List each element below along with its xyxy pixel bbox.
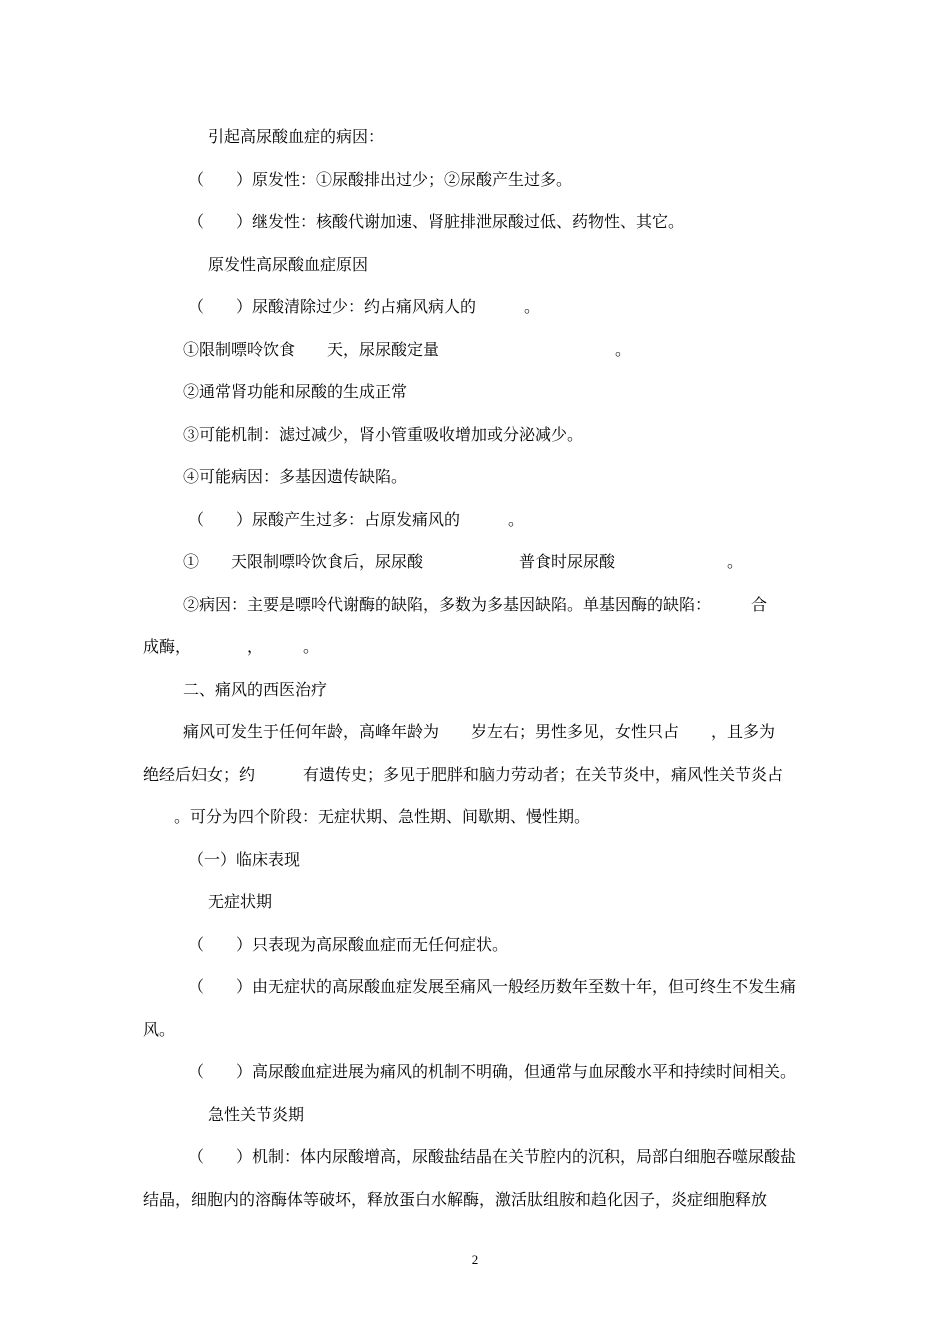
text-line: ②病因：主要是嘌呤代谢酶的缺陷，多数为多基因缺陷。单基因酶的缺陷： 合: [183, 595, 768, 614]
text-line: （ ）继发性：核酸代谢加速、肾脏排泄尿酸过低、药物性、其它。: [188, 212, 685, 231]
text-line: ④可能病因：多基因遗传缺陷。: [183, 467, 408, 486]
text-line: （ ）尿酸清除过少：约占痛风病人的 。: [188, 297, 541, 316]
text-line: 绝经后妇女；约 有遗传史；多见于肥胖和脑力劳动者；在关节炎中，痛风性关节炎占: [143, 765, 784, 784]
text-line: ① 天限制嘌呤饮食后，尿尿酸 普食时尿尿酸 。: [183, 552, 744, 571]
text-line: ③可能机制：滤过减少，肾小管重吸收增加或分泌减少。: [183, 425, 584, 444]
text-line: （ ）高尿酸血症进展为痛风的机制不明确，但通常与血尿酸水平和持续时间相关。: [188, 1062, 797, 1081]
text-line: 痛风可发生于任何年龄，高峰年龄为 岁左右；男性多见，女性只占 ，且多为: [183, 722, 776, 741]
section-heading: 原发性高尿酸血症原因: [208, 255, 369, 274]
text-line: 风。: [143, 1020, 176, 1039]
section-heading: 无症状期: [208, 892, 273, 911]
text-line: 成酶， ， 。: [143, 637, 320, 656]
section-heading: 二、痛风的西医治疗: [183, 680, 328, 699]
section-heading: 急性关节炎期: [208, 1105, 305, 1124]
section-heading: （一）临床表现: [188, 850, 301, 869]
text-line: 引起高尿酸血症的病因：: [208, 127, 385, 146]
text-line: ①限制嘌呤饮食 天，尿尿酸定量 。: [183, 340, 632, 359]
text-line: 。可分为四个阶段：无症状期、急性期、间歇期、慢性期。: [158, 807, 591, 826]
page-number: 2: [471, 1252, 479, 1267]
text-line: ②通常肾功能和尿酸的生成正常: [183, 382, 408, 401]
text-line: （ ）尿酸产生过多：占原发痛风的 。: [188, 510, 525, 529]
text-line: （ ）由无症状的高尿酸血症发展至痛风一般经历数年至数十年，但可终生不发生痛: [188, 977, 797, 996]
text-line: （ ）机制：体内尿酸增高，尿酸盐结晶在关节腔内的沉积，局部白细胞吞噬尿酸盐: [188, 1147, 797, 1166]
text-line: （ ）只表现为高尿酸血症而无任何症状。: [188, 935, 509, 954]
text-line: （ ）原发性：①尿酸排出过少；②尿酸产生过多。: [188, 170, 573, 189]
text-line: 结晶，细胞内的溶酶体等破坏，释放蛋白水解酶，激活肽组胺和趋化因子，炎症细胞释放: [143, 1190, 768, 1209]
